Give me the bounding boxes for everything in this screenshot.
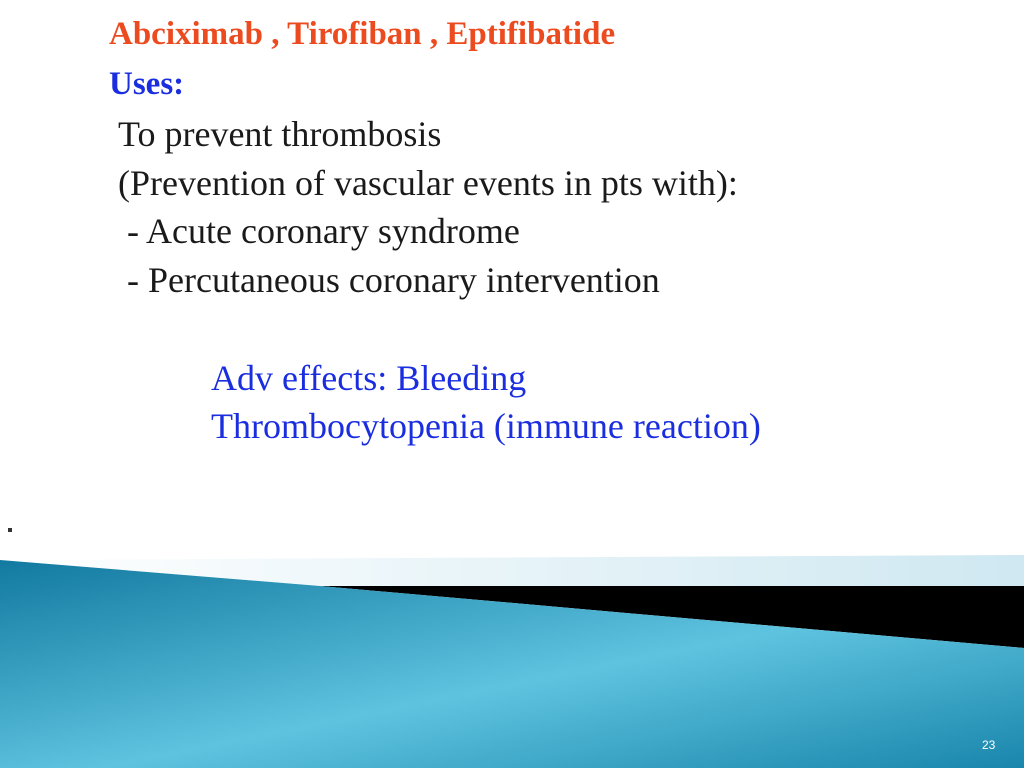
adverse-effects-line: Thrombocytopenia (immune reaction) [211, 406, 761, 446]
uses-line: To prevent thrombosis [118, 114, 442, 154]
page-number: 23 [982, 738, 996, 752]
slide-title: Abciximab , Tirofiban , Eptifibatide [109, 16, 616, 52]
uses-bullet: - Percutaneous coronary intervention [127, 260, 660, 300]
adverse-effects-line: Adv effects: Bleeding [211, 358, 527, 398]
uses-line: (Prevention of vascular events in pts with): [118, 163, 738, 203]
uses-heading: Uses: [109, 66, 185, 102]
uses-bullet: - Acute coronary syndrome [127, 211, 520, 251]
